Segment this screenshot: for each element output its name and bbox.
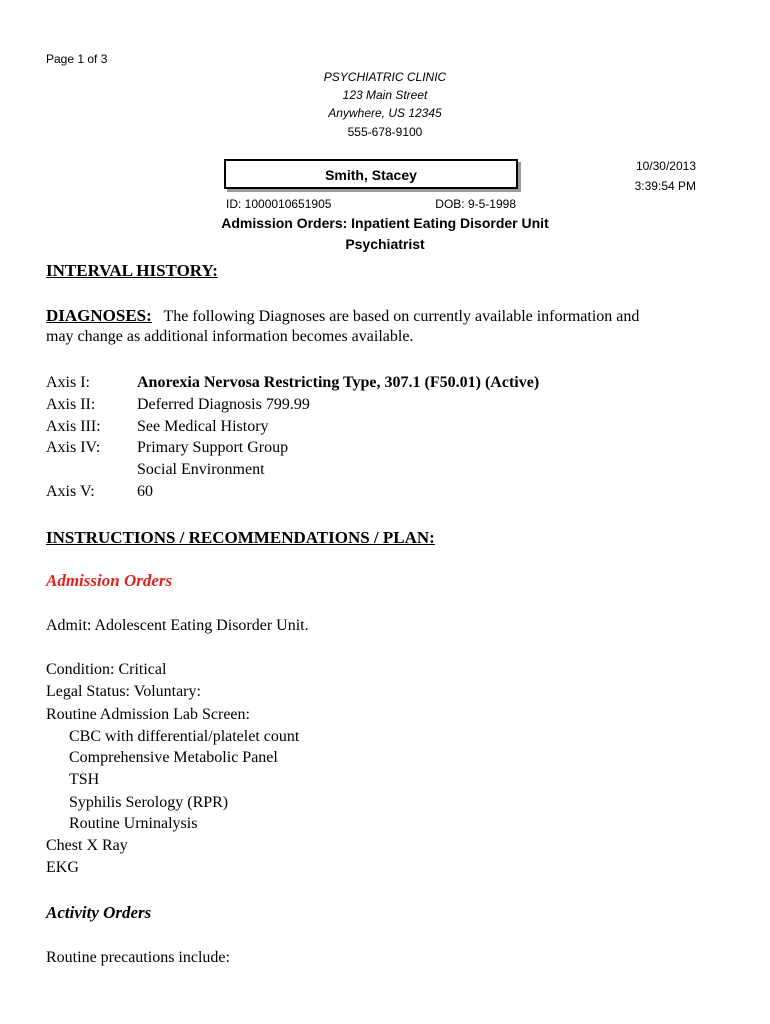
ekg-line: EKG — [46, 859, 79, 876]
report-date: 10/30/2013 — [635, 159, 696, 173]
axis-label: Axis IV: — [46, 439, 101, 456]
interval-history-heading: INTERVAL HISTORY: — [46, 261, 218, 280]
patient-name: Smith, Stacey — [325, 167, 417, 183]
clinic-phone: 555-678-9100 — [347, 125, 423, 139]
report-time: 3:39:54 PM — [634, 179, 696, 193]
document-title: Admission Orders: Inpatient Eating Disorder Unit — [221, 215, 549, 231]
clinic-name: PSYCHIATRIC CLINIC — [323, 70, 447, 84]
activity-orders-heading: Activity Orders — [46, 903, 152, 922]
axis-value: Deferred Diagnosis 799.99 — [137, 396, 310, 413]
lab-item: TSH — [69, 771, 100, 788]
diagnoses-intro-text: The following Diagnoses are based on currently available information and — [163, 308, 640, 325]
chest-xray-line: Chest X Ray — [46, 837, 128, 854]
clinic-address-line1: 123 Main Street — [342, 88, 428, 102]
axis-label: Axis III: — [46, 418, 101, 435]
document-subtitle: Psychiatrist — [345, 236, 425, 252]
legal-status-line: Legal Status: Voluntary: — [46, 683, 201, 700]
axis-value: See Medical History — [137, 418, 269, 435]
axis-label: Axis I: — [46, 374, 90, 391]
admit-line: Admit: Adolescent Eating Disorder Unit. — [46, 617, 309, 634]
lab-item: Comprehensive Metabolic Panel — [69, 749, 278, 766]
lab-item: Routine Urninalysis — [69, 815, 198, 832]
axis-value: Primary Support Group — [137, 439, 289, 456]
patient-dob: DOB: 9-5-1998 — [435, 197, 516, 211]
axis-label: Axis V: — [46, 483, 95, 500]
axis-value: 60 — [137, 483, 153, 500]
axis-value: Social Environment — [137, 461, 265, 478]
patient-name-box — [224, 159, 518, 189]
axis-value: Anorexia Nervosa Restricting Type, 307.1 (F50.01) (Active) — [137, 374, 540, 391]
page-number: Page 1 of 3 — [46, 52, 108, 66]
condition-line: Condition: Critical — [46, 661, 167, 678]
diagnoses-heading: DIAGNOSES: — [46, 306, 152, 325]
admission-orders-heading: Admission Orders — [46, 571, 173, 590]
lab-item: CBC with differential/platelet count — [69, 728, 300, 745]
clinic-address-line2: Anywhere, US 12345 — [328, 106, 442, 120]
patient-id: ID: 1000010651905 — [226, 197, 332, 211]
axis-label: Axis II: — [46, 396, 96, 413]
lab-screen-line: Routine Admission Lab Screen: — [46, 706, 250, 723]
plan-heading: INSTRUCTIONS / RECOMMENDATIONS / PLAN: — [46, 528, 435, 547]
diagnoses-intro-line2: may change as additional information becomes available. — [46, 328, 414, 345]
precautions-line: Routine precautions include: — [46, 949, 230, 966]
diagnoses-intro-line1 — [46, 306, 639, 326]
lab-item: Syphilis Serology (RPR) — [69, 794, 229, 811]
